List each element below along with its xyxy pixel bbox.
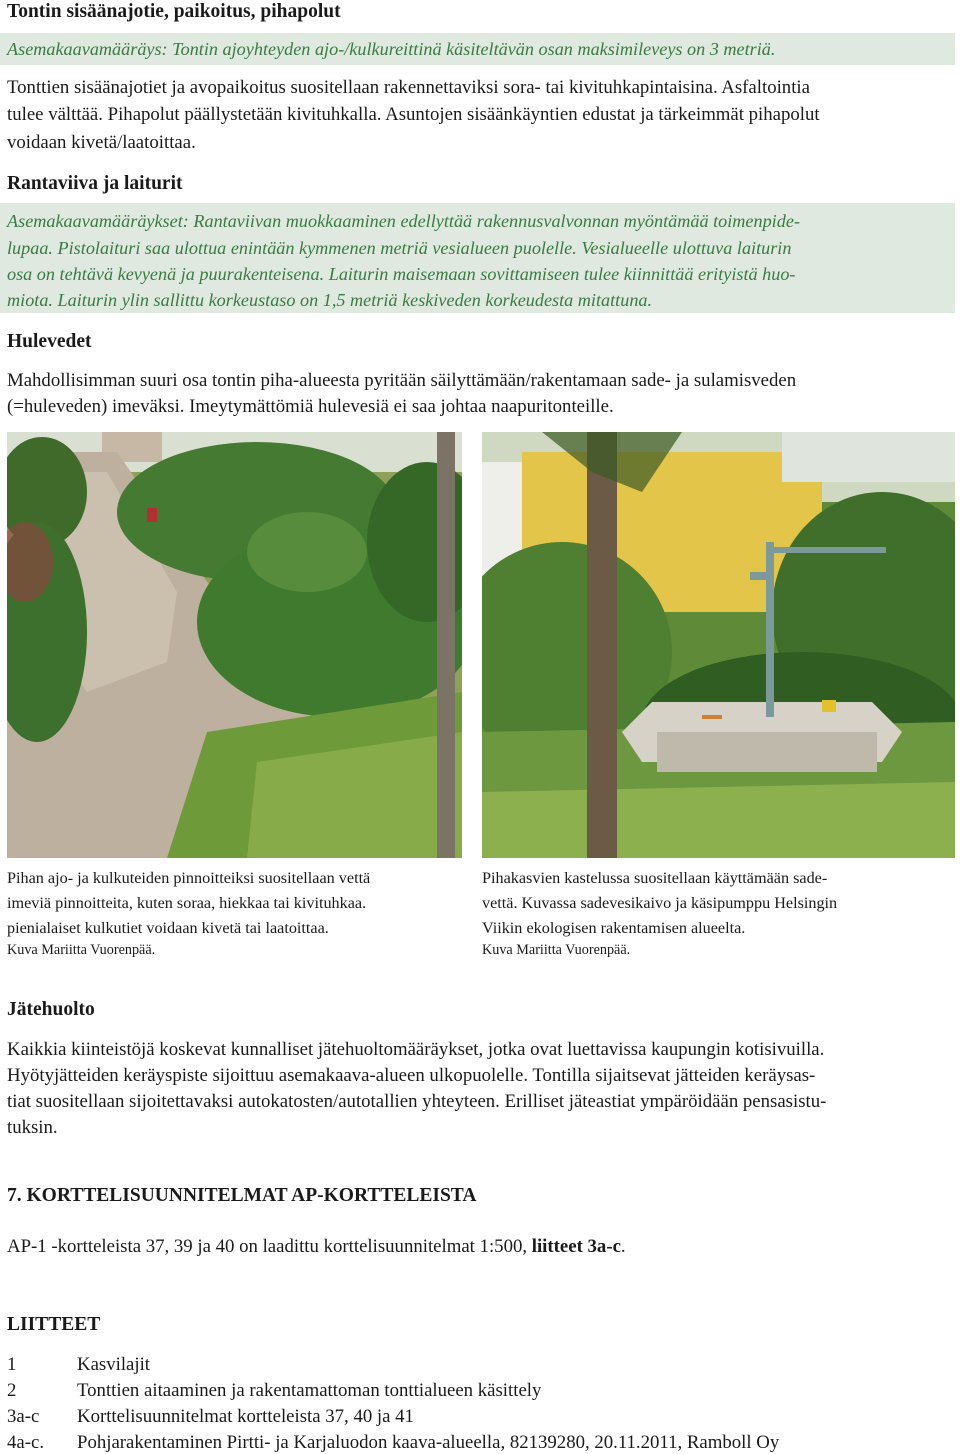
- regulation-box-tontin: [0, 33, 955, 65]
- caption-right-line: Viikin ekologisen rakentamisen alueelta.: [482, 919, 746, 937]
- attachment-title: Pohjarakentaminen Pirtti- ja Karjaluodon kaava-alueella, 82139280, 20.11.2011, Ramboll Oy: [77, 1432, 780, 1453]
- body-line: tuksin.: [7, 1117, 58, 1138]
- regulation-box-rantaviiva: [0, 203, 955, 313]
- photo-credit-left: Kuva Mariitta Vuorenpää.: [7, 942, 156, 958]
- caption-left-line: pienialaiset kulkutiet voidaan kivetä tai laatoittaa.: [7, 919, 329, 937]
- section-heading-jatehuolto: Jätehuolto: [7, 999, 95, 1020]
- body-line: voidaan kivetä/laatoittaa.: [7, 132, 196, 153]
- regulation-line: lupaa. Pistolaituri saa ulottua enintään kymmenen metriä vesialueen puolelle. Vesialueelle ulottuva laiturin: [7, 238, 792, 258]
- section-heading-hulevedet: Hulevedet: [7, 331, 92, 352]
- attachment-number: 2: [7, 1380, 17, 1401]
- section-heading-tontin: Tontin sisäänajotie, paikoitus, pihapolut: [7, 1, 341, 22]
- kortteli-body-text: AP-1 -kortteleista 37, 39 ja 40 on laadittu korttelisuunnitelmat 1:500,: [7, 1236, 532, 1257]
- regulation-text: Asemakaavamääräys: Tontin ajoyhteyden ajo-/kulkureittinä käsiteltävän osan maksimileveys on 3 metriä.: [7, 39, 776, 59]
- body-line: Hyötyjätteiden keräyspiste sijoittuu asemakaava-alueen ulkopuolelle. Tontilla sijaitsevat jätteiden keräysas-: [7, 1065, 816, 1086]
- body-line: tulee välttää. Pihapolut päällystetään kivituhkalla. Asuntojen sisäänkäyntien edustat ja tärkeimmät pihapolut: [7, 104, 820, 125]
- body-line: tiat suositellaan sijoitettavaksi autokatosten/autotallien yhteyteen. Erilliset jäteastiat ympäröidään pensasistu-: [7, 1091, 827, 1112]
- kortteli-body-end: .: [620, 1236, 626, 1257]
- section-heading-kortteli: 7. KORTTELISUUNNITELMAT AP-KORTTELEISTA: [7, 1185, 477, 1206]
- attachment-title: Kasvilajit: [77, 1354, 151, 1375]
- body-line: Tonttien sisäänajotiet ja avopaikoitus suositellaan rakennettaviksi sora- tai kivituhkapintaisina. Asfaltointia: [7, 77, 810, 98]
- attachment-number: 1: [7, 1354, 17, 1375]
- section-heading-rantaviiva: Rantaviiva ja laiturit: [7, 173, 183, 194]
- regulation-line: miota. Laiturin ylin sallittu korkeustaso on 1,5 metriä keskiveden korkeudesta mitattuna.: [7, 290, 653, 310]
- kortteli-body: [7, 1238, 626, 1257]
- body-line: (=huleveden) imeväksi. Imeytymättömiä hulevesiä ei saa johtaa naapuritonteille.: [7, 396, 614, 417]
- attachment-title: Korttelisuunnitelmat kortteleista 37, 40 ja 41: [77, 1406, 414, 1427]
- attachment-title: Tonttien aitaaminen ja rakentamattoman tonttialueen käsittely: [77, 1380, 542, 1401]
- regulation-line: Asemakaavamääräykset: Rantaviivan muokkaaminen edellyttää rakennusvalvonnan myöntämää toimenpide-: [7, 211, 800, 231]
- photo-rainwater-well: [482, 432, 955, 858]
- body-line: Mahdollisimman suuri osa tontin piha-alueesta pyritään säilyttämään/rakentamaan sade- ja sulamisveden: [7, 370, 797, 391]
- photo-credit-right: Kuva Mariitta Vuorenpää.: [482, 942, 631, 958]
- caption-right-line: Pihakasvien kastelussa suositellaan käyttämään sade-: [482, 869, 828, 887]
- attachment-reference: liitteet 3a-c: [531, 1236, 621, 1257]
- attachment-number: 3a-c: [7, 1406, 40, 1427]
- body-line: Kaikkia kiinteistöjä koskevat kunnalliset jätehuoltomääräykset, jotka ovat luettavissa kaupungin kotisivuilla.: [7, 1039, 825, 1060]
- photo-gravel-path: [7, 432, 462, 858]
- caption-left-line: Pihan ajo- ja kulkuteiden pinnoitteiksi suositellaan vettä: [7, 869, 371, 887]
- regulation-line: osa on tehtävä kevyenä ja puurakenteisena. Laiturin maisemaan sovittamiseen tulee kiinnittää erityistä huo-: [7, 264, 796, 284]
- caption-right-line: vettä. Kuvassa sadevesikaivo ja käsipumppu Helsingin: [482, 894, 838, 912]
- caption-left-line: imeviä pinnoitteita, kuten soraa, hiekkaa tai kivituhkaa.: [7, 894, 367, 912]
- attachment-number: 4a-c.: [7, 1432, 45, 1453]
- section-heading-liitteet: LIITTEET: [7, 1314, 101, 1335]
